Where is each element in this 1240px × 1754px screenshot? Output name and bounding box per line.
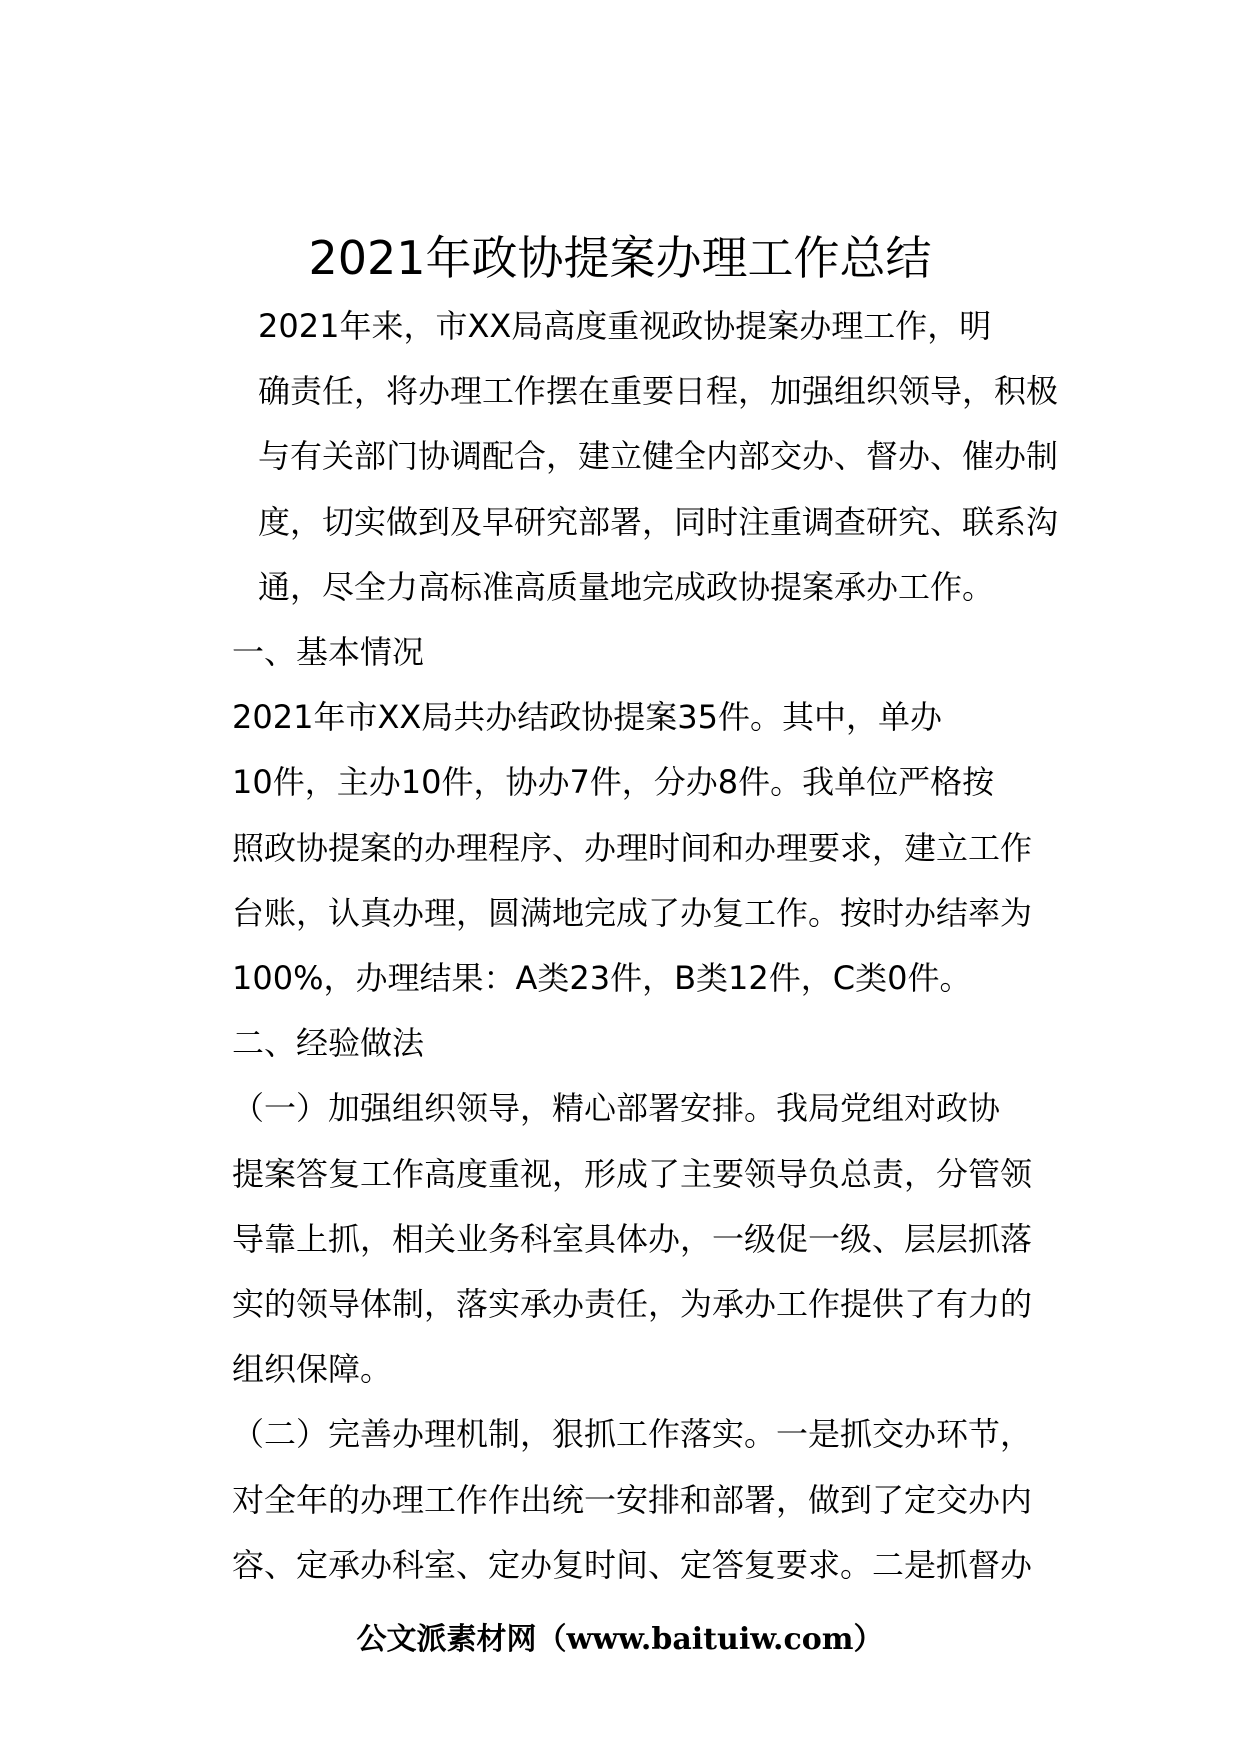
text-line: 导靠上抓，相关业务科室具体办，一级促一级、层层抓落 — [232, 1219, 1033, 1258]
paragraph-mechanism — [188, 1402, 1088, 1598]
document-title: 2021年政协提案办理工作总结 — [308, 231, 932, 285]
text-line: 一、基本情况 — [232, 633, 425, 672]
text-line: 台账，认真办理，圆满地完成了办复工作。按时办结率为 — [232, 893, 1033, 932]
text-line: 2021年市XX局共办结政协提案35件。其中，单办 — [232, 698, 943, 737]
text-line: 2021年来，市XX局高度重视政协提案办理工作，明 — [258, 307, 992, 345]
text-line: 10件，主办10件，协办7件，分办8件。我单位严格按 — [232, 763, 995, 802]
text-line: 度，切实做到及早研究部署，同时注重调查研究、联系沟 — [258, 502, 1059, 541]
text-line: （一）加强组织领导，精心部署安排。我局党组对政协 — [232, 1089, 1001, 1128]
text-line: 100%，办理结果：A类23件，B类12件，C类0件。 — [232, 959, 972, 998]
section-heading-basic — [188, 620, 1088, 685]
text-line: 通，尽全力高标准高质量地完成政协提案承办工作。 — [258, 567, 995, 606]
footer-watermark-text: 公文派素材网（www.baituiw.com） — [356, 1622, 884, 1657]
paragraph-intro — [188, 294, 1088, 620]
text-line: 实的领导体制，落实承办责任，为承办工作提供了有力的 — [232, 1285, 1033, 1324]
text-line: 对全年的办理工作作出统一安排和部署，做到了定交办内 — [232, 1480, 1033, 1519]
text-line: 与有关部门协调配合，建立健全内部交办、督办、催办制 — [258, 437, 1059, 476]
text-line: （二）完善办理机制，狠抓工作落实。一是抓交办环节， — [232, 1415, 1033, 1454]
section-heading-experience — [188, 1011, 1088, 1076]
paragraph-organization — [188, 1076, 1088, 1402]
text-line: 二、经验做法 — [232, 1024, 425, 1063]
text-line: 照政协提案的办理程序、办理时间和办理要求，建立工作 — [232, 828, 1033, 867]
document-body — [188, 294, 1088, 1598]
text-line: 提案答复工作高度重视，形成了主要领导负总责，分管领 — [232, 1154, 1033, 1193]
paragraph-basic-info — [188, 685, 1088, 1011]
text-line: 容、定承办科室、定办复时间、定答复要求。二是抓督办 — [232, 1545, 1033, 1584]
text-line: 组织保障。 — [232, 1350, 393, 1389]
text-line: 确责任，将办理工作摆在重要日程，加强组织领导，积极 — [258, 372, 1059, 411]
